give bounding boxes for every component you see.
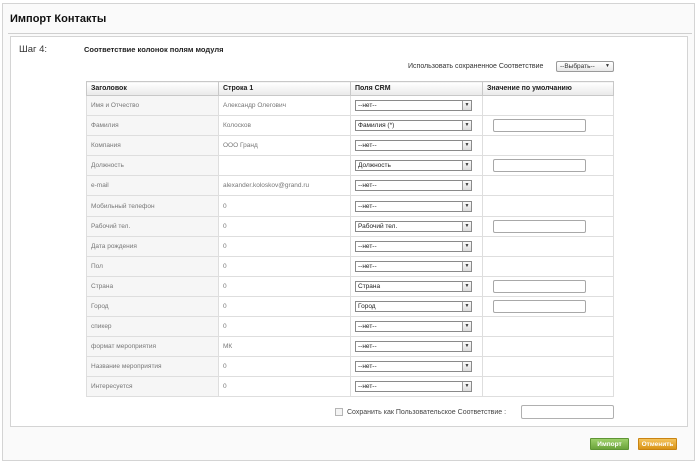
crm-field-value: Фамилия (*)	[358, 122, 395, 130]
crm-field-select[interactable]	[355, 321, 472, 332]
cell-default-value	[483, 317, 614, 337]
saved-mapping-select[interactable]	[556, 61, 614, 72]
table-row	[87, 377, 614, 397]
crm-field-select[interactable]	[355, 301, 472, 312]
cell-header: Интересуется	[87, 377, 219, 397]
step-description: Соответствие колонок полям модуля	[84, 45, 224, 54]
crm-field-select[interactable]	[355, 281, 472, 292]
crm-field-value: Должность	[358, 162, 391, 170]
cell-row1: 0	[219, 317, 351, 337]
chevron-down-icon: ▼	[462, 302, 471, 311]
column-header-crm-fields: Поля CRM	[351, 82, 483, 96]
chevron-down-icon: ▼	[462, 342, 471, 351]
cell-header: Страна	[87, 276, 219, 296]
saved-mapping-label: Использовать сохраненное Соответствие	[408, 63, 544, 70]
cell-row1: 0	[219, 296, 351, 316]
chevron-down-icon: ▼	[462, 362, 471, 371]
cell-crm-field	[351, 176, 483, 196]
table-row	[87, 116, 614, 136]
chevron-down-icon: ▼	[462, 282, 471, 291]
cell-crm-field	[351, 296, 483, 316]
cell-default-value	[483, 357, 614, 377]
cell-default-value	[483, 116, 614, 136]
cell-header: формат мероприятия	[87, 337, 219, 357]
cell-crm-field	[351, 317, 483, 337]
cell-row1: alexander.koloskov@grand.ru	[219, 176, 351, 196]
save-mapping-name-input[interactable]	[521, 405, 614, 419]
crm-field-value: Рабочий тел.	[358, 222, 398, 230]
cell-crm-field	[351, 156, 483, 176]
cell-header: Имя и Отчество	[87, 96, 219, 116]
table-row	[87, 317, 614, 337]
step-label: Шаг 4:	[19, 44, 48, 55]
chevron-down-icon: ▼	[462, 161, 471, 170]
column-header-title: Заголовок	[87, 82, 219, 96]
cell-crm-field	[351, 377, 483, 397]
chevron-down-icon: ▼	[462, 101, 471, 110]
chevron-down-icon: ▼	[462, 202, 471, 211]
default-value-input[interactable]	[493, 220, 586, 233]
crm-field-select[interactable]	[355, 261, 472, 272]
crm-field-value: --нет--	[358, 363, 377, 371]
cell-default-value	[483, 156, 614, 176]
cell-crm-field	[351, 116, 483, 136]
cell-default-value	[483, 377, 614, 397]
crm-field-value: --нет--	[358, 242, 377, 250]
cell-crm-field	[351, 236, 483, 256]
cell-row1: 0	[219, 276, 351, 296]
cell-header: Название мероприятия	[87, 357, 219, 377]
crm-field-select[interactable]	[355, 160, 472, 171]
table-row	[87, 357, 614, 377]
default-value-input[interactable]	[493, 119, 586, 132]
crm-field-value: --нет--	[358, 202, 377, 210]
crm-field-select[interactable]	[355, 381, 472, 392]
crm-field-select[interactable]	[355, 201, 472, 212]
cell-header: Пол	[87, 256, 219, 276]
chevron-down-icon: ▼	[462, 242, 471, 251]
table-row	[87, 136, 614, 156]
table-row	[87, 236, 614, 256]
cell-crm-field	[351, 256, 483, 276]
cell-row1: 0	[219, 216, 351, 236]
cell-row1: 0	[219, 236, 351, 256]
default-value-input[interactable]	[493, 280, 586, 293]
crm-field-select[interactable]	[355, 361, 472, 372]
cell-header: спикер	[87, 317, 219, 337]
crm-field-value: --нет--	[358, 182, 377, 190]
cell-row1	[219, 156, 351, 176]
column-header-row1: Строка 1	[219, 82, 351, 96]
table-row	[87, 196, 614, 216]
crm-field-select[interactable]	[355, 241, 472, 252]
table-row	[87, 216, 614, 236]
cell-crm-field	[351, 337, 483, 357]
crm-field-select[interactable]	[355, 221, 472, 232]
default-value-input[interactable]	[493, 159, 586, 172]
save-mapping-checkbox[interactable]	[335, 408, 343, 416]
table-row	[87, 256, 614, 276]
cell-row1: 0	[219, 377, 351, 397]
cell-row1: Колосков	[219, 116, 351, 136]
cell-default-value	[483, 216, 614, 236]
table-row	[87, 337, 614, 357]
column-header-default-value: Значение по умолчанию	[483, 82, 614, 96]
save-mapping-label: Сохранить как Пользовательское Соответствие :	[347, 408, 507, 416]
cell-crm-field	[351, 136, 483, 156]
save-mapping	[335, 408, 506, 416]
chevron-down-icon: ▼	[462, 141, 471, 150]
chevron-down-icon: ▼	[462, 382, 471, 391]
cell-row1: 0	[219, 357, 351, 377]
mapping-panel	[10, 36, 688, 427]
import-button[interactable]: Импорт	[590, 438, 629, 450]
cell-header: Мобильный телефон	[87, 196, 219, 216]
cancel-button[interactable]: Отменить	[638, 438, 677, 450]
cell-crm-field	[351, 96, 483, 116]
cell-crm-field	[351, 357, 483, 377]
table-row	[87, 296, 614, 316]
cell-header: e-mail	[87, 176, 219, 196]
cell-crm-field	[351, 196, 483, 216]
crm-field-value: --нет--	[358, 142, 377, 150]
title-divider	[8, 33, 692, 34]
cell-default-value	[483, 256, 614, 276]
crm-field-value: --нет--	[358, 102, 377, 110]
cell-header: Город	[87, 296, 219, 316]
crm-field-value: --нет--	[358, 323, 377, 331]
table-row	[87, 176, 614, 196]
chevron-down-icon: ▼	[462, 262, 471, 271]
chevron-down-icon: ▼	[462, 181, 471, 190]
saved-mapping-value: --Выбрать--	[560, 63, 595, 70]
cell-default-value	[483, 236, 614, 256]
chevron-down-icon: ▼	[605, 63, 610, 69]
cell-row1: МК	[219, 337, 351, 357]
cell-header: Компания	[87, 136, 219, 156]
default-value-input[interactable]	[493, 300, 586, 313]
cell-crm-field	[351, 216, 483, 236]
crm-field-value: --нет--	[358, 262, 377, 270]
crm-field-select[interactable]	[355, 100, 472, 111]
crm-field-select[interactable]	[355, 120, 472, 131]
cell-default-value	[483, 96, 614, 116]
cell-header: Должность	[87, 156, 219, 176]
table-row	[87, 96, 614, 116]
crm-field-select[interactable]	[355, 341, 472, 352]
crm-field-value: --нет--	[358, 383, 377, 391]
crm-field-value: Страна	[358, 282, 381, 290]
cell-default-value	[483, 136, 614, 156]
page-title: Импорт Контакты	[10, 13, 107, 25]
cell-default-value	[483, 176, 614, 196]
crm-field-value: --нет--	[358, 343, 377, 351]
cell-crm-field	[351, 276, 483, 296]
crm-field-value: Город	[358, 302, 376, 310]
cell-header: Фамилия	[87, 116, 219, 136]
crm-field-select[interactable]	[355, 180, 472, 191]
cell-default-value	[483, 296, 614, 316]
cell-row1: 0	[219, 256, 351, 276]
cell-header: Дата рождения	[87, 236, 219, 256]
table-row	[87, 156, 614, 176]
cell-row1: Александр Олегович	[219, 96, 351, 116]
mapping-table	[86, 81, 614, 397]
cell-default-value	[483, 337, 614, 357]
cell-row1: 0	[219, 196, 351, 216]
table-header-row	[87, 82, 614, 96]
chevron-down-icon: ▼	[462, 121, 471, 130]
chevron-down-icon: ▼	[462, 222, 471, 231]
cell-header: Рабочий тел.	[87, 216, 219, 236]
chevron-down-icon: ▼	[462, 322, 471, 331]
table-row	[87, 276, 614, 296]
cell-row1: ООО Гранд	[219, 136, 351, 156]
crm-field-select[interactable]	[355, 140, 472, 151]
cell-default-value	[483, 276, 614, 296]
cell-default-value	[483, 196, 614, 216]
